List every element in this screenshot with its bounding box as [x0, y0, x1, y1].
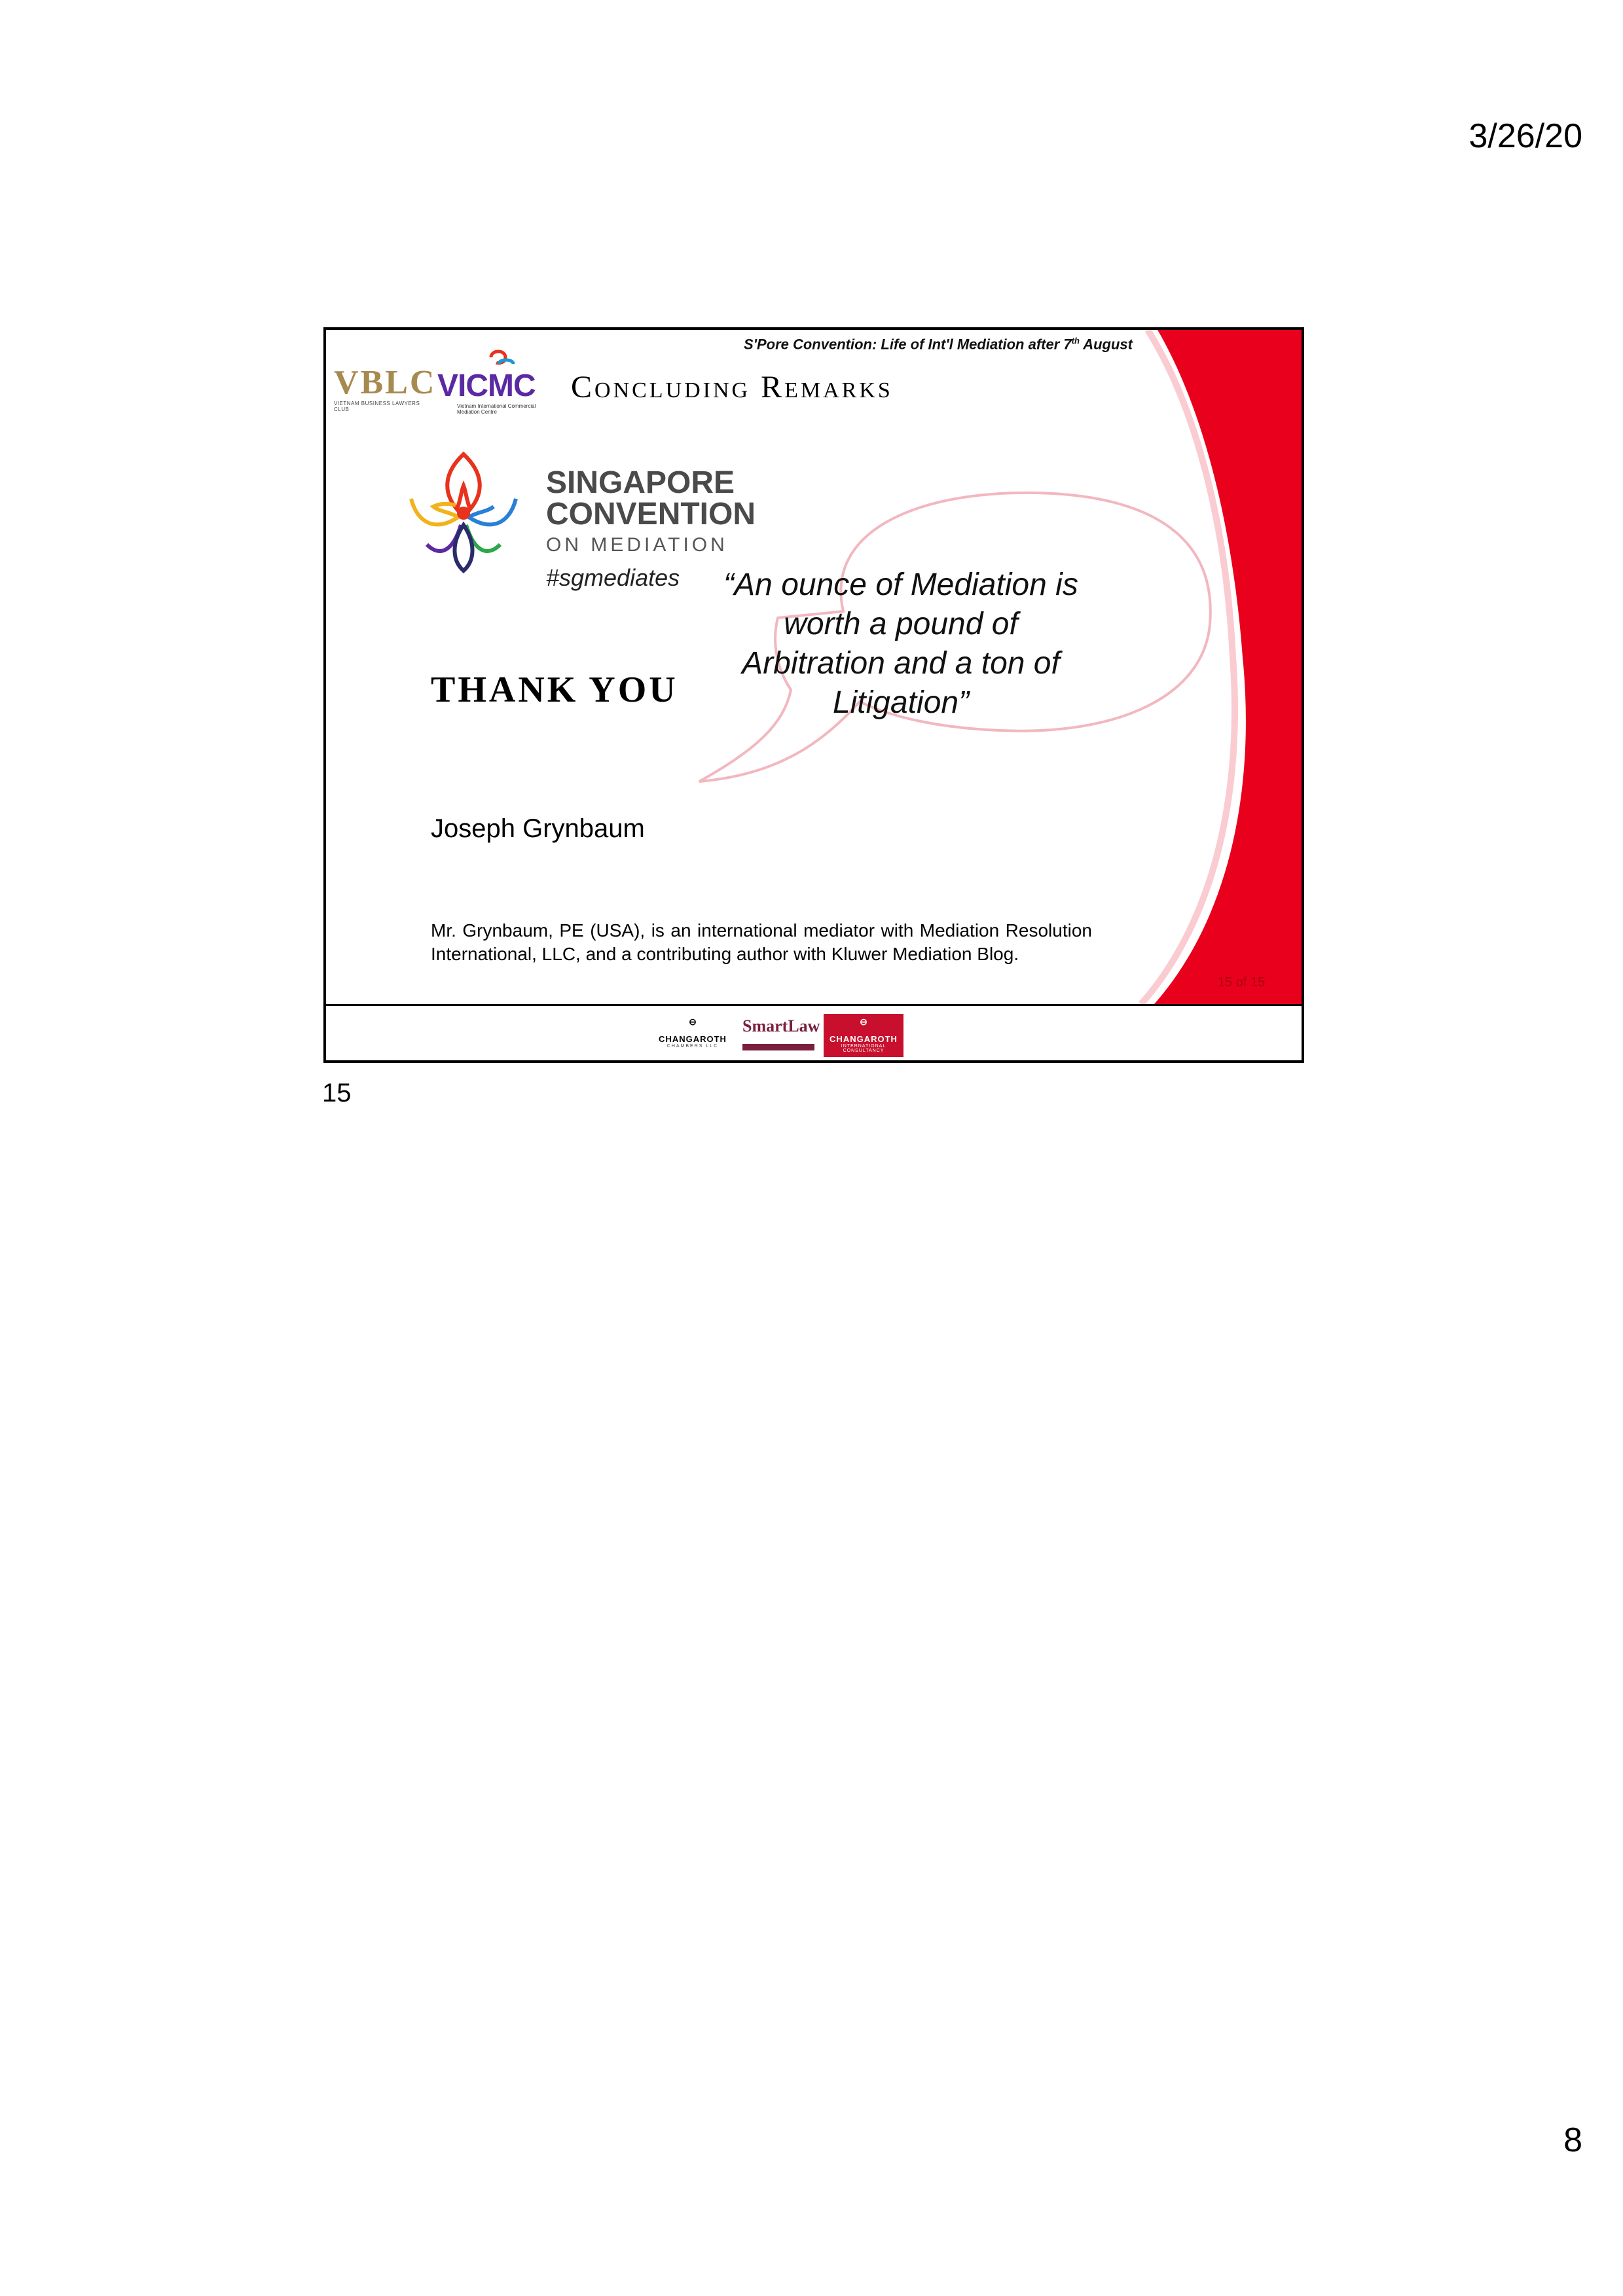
slide-number-label: 15 — [322, 1079, 352, 1107]
changaroth-mark-icon: ⊖ — [689, 1016, 697, 1027]
thank-you-heading: THANK YOU — [431, 670, 678, 710]
slide-title: Concluding Remarks — [571, 370, 893, 404]
hashtag: #sgmediates — [546, 564, 680, 591]
slide-counter: 15 of 15 — [1218, 975, 1266, 990]
changaroth-mark-icon: ⊖ — [860, 1016, 867, 1027]
vblc-logo-text: VBLC — [334, 364, 437, 401]
slide — [323, 327, 1304, 1063]
footer-divider — [326, 1004, 1302, 1006]
sponsor-logo-changaroth-consultancy: ⊖ CHANGAROTH INTERNATIONAL CONSULTANCY — [824, 1014, 903, 1057]
author-name: Joseph Grynbaum — [431, 814, 645, 843]
sponsor-logo-smartlaw: SmartLaw — [742, 1014, 814, 1057]
page-date: 3/26/20 — [1468, 117, 1582, 155]
singapore-convention-wordmark: SINGAPORE CONVENTION ON MEDIATION — [546, 465, 756, 556]
sponsor-logo-changaroth-chambers: ⊖ CHANGAROTH CHAMBERS LLC — [653, 1014, 732, 1057]
quote-text: “An ounce of Mediation is worth a pound of Arbitration and a ton of Litigation” — [723, 567, 1078, 720]
author-bio: Mr. Grynbaum, PE (USA), is an international mediator with Mediation Resolution International, LLC, and a contributing author with Kluwer Mediation Blog. — [431, 920, 1092, 964]
singapore-convention-flower-icon — [398, 446, 529, 577]
smartlaw-bar — [742, 1044, 814, 1050]
vblc-logo — [334, 364, 437, 412]
vblc-logo-subtitle: VIETNAM BUSINESS LAWYERS CLUB — [334, 401, 420, 412]
vicmc-logo-subtitle: Vietnam International Commercial Mediation Centre — [457, 403, 536, 415]
vicmc-logo-text: VICMC — [437, 368, 536, 403]
vicmc-speech-icon — [484, 344, 517, 370]
page-number: 8 — [1563, 2121, 1582, 2159]
header-tag: S'Pore Convention: Life of Int'l Mediation after 7th August — [744, 336, 1133, 353]
